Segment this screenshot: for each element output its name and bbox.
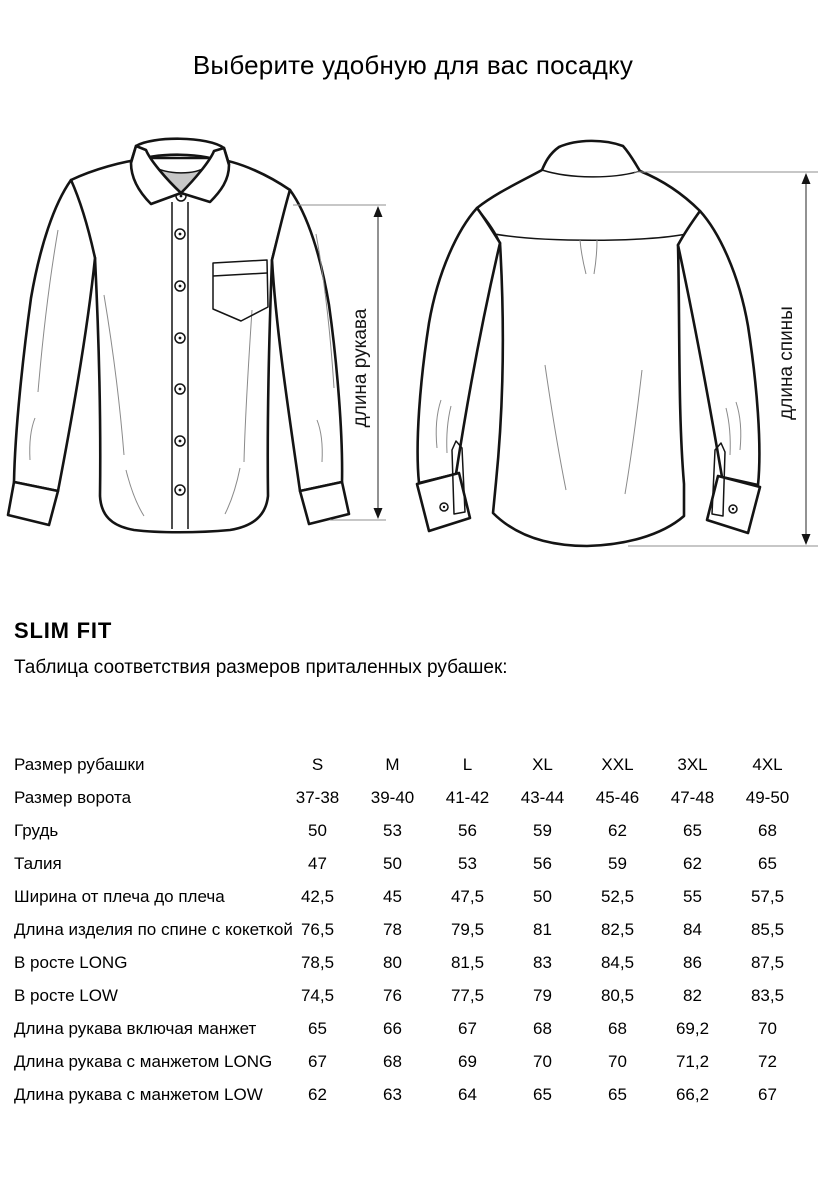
- table-row: [0, 913, 826, 946]
- table-cell: 68: [383, 1051, 402, 1071]
- table-cell: 41-42: [445, 787, 490, 807]
- shirt-back-body: [477, 141, 700, 546]
- table-cell: 49-50: [745, 787, 790, 807]
- arrow-up-icon: [802, 173, 811, 184]
- row-label: В росте LONG: [14, 952, 128, 972]
- row-label: Размер рубашки: [14, 754, 145, 774]
- table-cell: 67: [758, 1084, 777, 1104]
- table-cell: 59: [608, 853, 627, 873]
- arrow-down-icon: [802, 534, 811, 545]
- table-cell: 45: [383, 886, 402, 906]
- table-cell: 87,5: [750, 952, 785, 972]
- table-cell: 56: [458, 820, 477, 840]
- table-cell: 50: [308, 820, 327, 840]
- table-cell: 81: [533, 919, 552, 939]
- front-right-cuff: [300, 482, 349, 524]
- table-cell: 64: [458, 1084, 477, 1104]
- table-cell: 68: [608, 1018, 627, 1038]
- table-cell: 77,5: [450, 985, 485, 1005]
- row-label: Длина рукава с манжетом LONG: [14, 1051, 273, 1071]
- sleeve-length-label: длина рукава: [350, 308, 371, 428]
- table-cell: 86: [683, 952, 702, 972]
- size-header: XL: [532, 754, 553, 774]
- table-cell: 70: [533, 1051, 552, 1071]
- table-row: [0, 781, 826, 814]
- size-header: 4XL: [752, 754, 783, 774]
- table-cell: 68: [533, 1018, 552, 1038]
- table-cell: 56: [533, 853, 552, 873]
- back-right-sleeve: [678, 211, 759, 485]
- size-table: [0, 748, 826, 1111]
- fit-heading: SLIM FIT: [14, 618, 113, 643]
- size-header: 3XL: [677, 754, 708, 774]
- table-cell: 70: [758, 1018, 777, 1038]
- table-cell: 69,2: [675, 1018, 710, 1038]
- row-label: Ширина от плеча до плеча: [14, 886, 225, 906]
- table-cell: 81,5: [450, 952, 485, 972]
- row-label: Размер ворота: [14, 787, 132, 807]
- arrow-down-icon: [374, 508, 383, 519]
- table-cell: 83: [533, 952, 552, 972]
- table-cell: 79,5: [450, 919, 485, 939]
- table-header-row: [0, 748, 826, 781]
- table-row: [0, 814, 826, 847]
- table-cell: 67: [308, 1051, 327, 1071]
- table-cell: 39-40: [370, 787, 415, 807]
- front-left-sleeve: [14, 180, 95, 491]
- table-cell: 65: [608, 1084, 627, 1104]
- table-row: [0, 880, 826, 913]
- table-cell: 55: [683, 886, 702, 906]
- table-cell: 76,5: [300, 919, 335, 939]
- table-row: [0, 847, 826, 880]
- shirt-back-illustration: [417, 141, 760, 546]
- size-header: L: [462, 754, 473, 774]
- row-label: Длина изделия по спине с кокеткой: [14, 919, 293, 939]
- table-cell: 66: [383, 1018, 402, 1038]
- table-cell: 80: [383, 952, 402, 972]
- back-left-cuff: [417, 473, 470, 531]
- row-label: Длина рукава включая манжет: [14, 1018, 257, 1038]
- row-label: Грудь: [14, 820, 59, 840]
- front-right-sleeve: [272, 190, 342, 491]
- table-cell: 47: [308, 853, 327, 873]
- table-cell: 84,5: [600, 952, 635, 972]
- table-cell: 57,5: [750, 886, 785, 906]
- table-row: [0, 979, 826, 1012]
- table-cell: 80,5: [600, 985, 635, 1005]
- front-left-cuff: [8, 482, 58, 525]
- table-cell: 42,5: [300, 886, 335, 906]
- table-cell: 65: [758, 853, 777, 873]
- table-cell: 47,5: [450, 886, 485, 906]
- table-cell: 78,5: [300, 952, 335, 972]
- table-cell: 84: [683, 919, 702, 939]
- table-cell: 82: [683, 985, 702, 1005]
- table-cell: 65: [533, 1084, 552, 1104]
- size-header: S: [311, 754, 324, 774]
- table-cell: 66,2: [675, 1084, 710, 1104]
- table-row: [0, 946, 826, 979]
- table-cell: 70: [608, 1051, 627, 1071]
- table-cell: 82,5: [600, 919, 635, 939]
- table-row: [0, 1012, 826, 1045]
- table-cell: 69: [458, 1051, 477, 1071]
- shirt-diagrams: [0, 130, 826, 600]
- size-header: M: [385, 754, 400, 774]
- table-row: [0, 1045, 826, 1078]
- table-cell: 45-46: [595, 787, 640, 807]
- size-header: XXL: [601, 754, 634, 774]
- table-caption: Таблица соответствия размеров приталенных рубашек:: [14, 657, 508, 678]
- table-cell: 68: [758, 820, 777, 840]
- back-length-label: длина спины: [776, 306, 797, 420]
- page-title: Выберите удобную для вас посадку: [192, 50, 634, 80]
- table-cell: 53: [458, 853, 477, 873]
- back-left-sleeve: [418, 208, 500, 483]
- shirt-front-illustration: [8, 139, 349, 533]
- table-cell: 62: [683, 853, 702, 873]
- table-cell: 71,2: [675, 1051, 710, 1071]
- table-cell: 78: [383, 919, 402, 939]
- table-cell: 53: [383, 820, 402, 840]
- table-cell: 50: [533, 886, 552, 906]
- table-cell: 62: [608, 820, 627, 840]
- arrow-up-icon: [374, 206, 383, 217]
- row-label: Длина рукава с манжетом LOW: [14, 1084, 263, 1104]
- table-cell: 85,5: [750, 919, 785, 939]
- table-cell: 65: [683, 820, 702, 840]
- table-cell: 59: [533, 820, 552, 840]
- table-cell: 50: [383, 853, 402, 873]
- table-cell: 72: [758, 1051, 777, 1071]
- table-cell: 76: [383, 985, 402, 1005]
- table-cell: 47-48: [670, 787, 715, 807]
- table-cell: 79: [533, 985, 552, 1005]
- table-row: [0, 1078, 826, 1111]
- table-cell: 83,5: [750, 985, 785, 1005]
- table-cell: 67: [458, 1018, 477, 1038]
- row-label: В росте LOW: [14, 985, 118, 1005]
- table-cell: 43-44: [520, 787, 565, 807]
- table-cell: 74,5: [300, 985, 335, 1005]
- table-cell: 62: [308, 1084, 327, 1104]
- table-cell: 65: [308, 1018, 327, 1038]
- table-cell: 52,5: [600, 886, 635, 906]
- shirt-front-body: [71, 158, 290, 532]
- table-cell: 37-38: [295, 787, 340, 807]
- row-label: Талия: [14, 853, 62, 873]
- table-cell: 63: [383, 1084, 402, 1104]
